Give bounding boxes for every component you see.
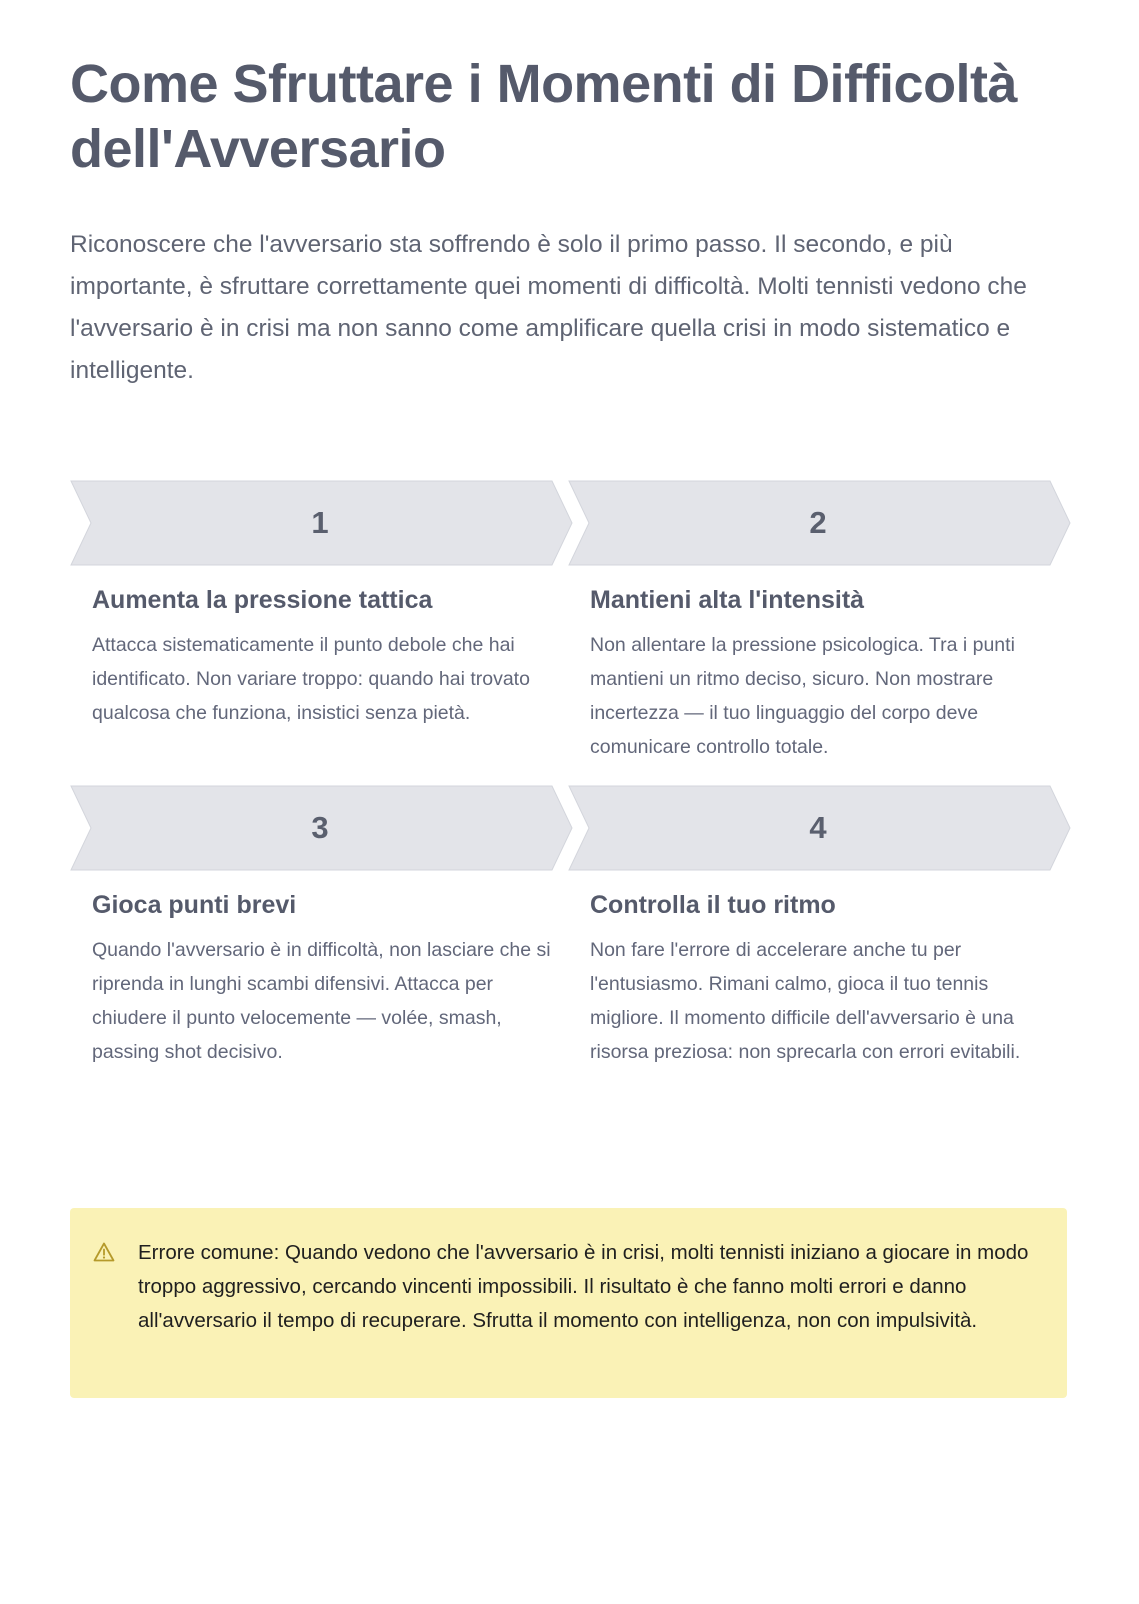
step-card-3 [70,785,570,1063]
intro-paragraph: Riconoscere che l'avversario sta soffrendo è solo il primo passo. Il secondo, e più importante, è sfruttare correttamente quei momenti di difficoltà. Molti tennisti vedono che l'avversario è in crisi ma non sanno come amplificare quella crisi in modo sistematico e intelligente. [70,231,1027,384]
warning-icon [93,1242,115,1262]
step-card-4 [568,785,1068,1063]
step-text-1: Attacca sistematicamente il punto debole che hai identificato. Non variare troppo: quando hai trovato qualcosa che funziona, insistici senza pietà. [92,634,530,724]
step-title-4: Controlla il tuo ritmo [590,891,836,919]
page-title: Come Sfruttare i Momenti di Difficoltà dell'Avversario [70,54,1018,179]
step-text-4: Non fare l'errore di accelerare anche tu per l'entusiasmo. Rimani calmo, gioca il tuo tennis migliore. Il momento difficile dell'avversario è una risorsa preziosa: non sprecarla con errori evitabili. [590,939,1021,1063]
step-number-2: 2 [809,505,827,540]
step-chevron-3 [70,785,574,871]
step-number-1: 1 [311,505,329,540]
step-title-3: Gioca punti brevi [92,891,297,919]
step-chevron-1 [70,480,574,566]
step-text-2: Non allentare la pressione psicologica. Tra i punti mantieni un ritmo deciso, sicuro. Non mostrare incertezza — il tuo linguaggio del corpo deve comunicare controllo totale. [590,634,1015,758]
step-title-1: Aumenta la pressione tattica [92,586,433,614]
step-card-1 [70,480,570,724]
step-title-2: Mantieni alta l'intensità [590,586,865,614]
step-card-2 [568,480,1068,758]
step-number-3: 3 [311,810,329,845]
callout-text: Errore comune: Quando vedono che l'avversario è in crisi, molti tennisti iniziano a giocare in modo troppo aggressivo, cercando vincenti impossibili. Il risultato è che fanno molti errori e danno all'avversario il tempo di recuperare. Sfrutta il momento con intelligenza, non con impulsività. [138,1241,1029,1332]
step-chevron-2 [568,480,1072,566]
warning-callout [70,1208,1067,1398]
step-text-3: Quando l'avversario è in difficoltà, non lasciare che si riprenda in lunghi scambi difensivi. Attacca per chiudere il punto velocemente — volée, smash, passing shot decisivo. [92,939,551,1063]
step-chevron-4 [568,785,1072,871]
step-number-4: 4 [809,810,827,845]
